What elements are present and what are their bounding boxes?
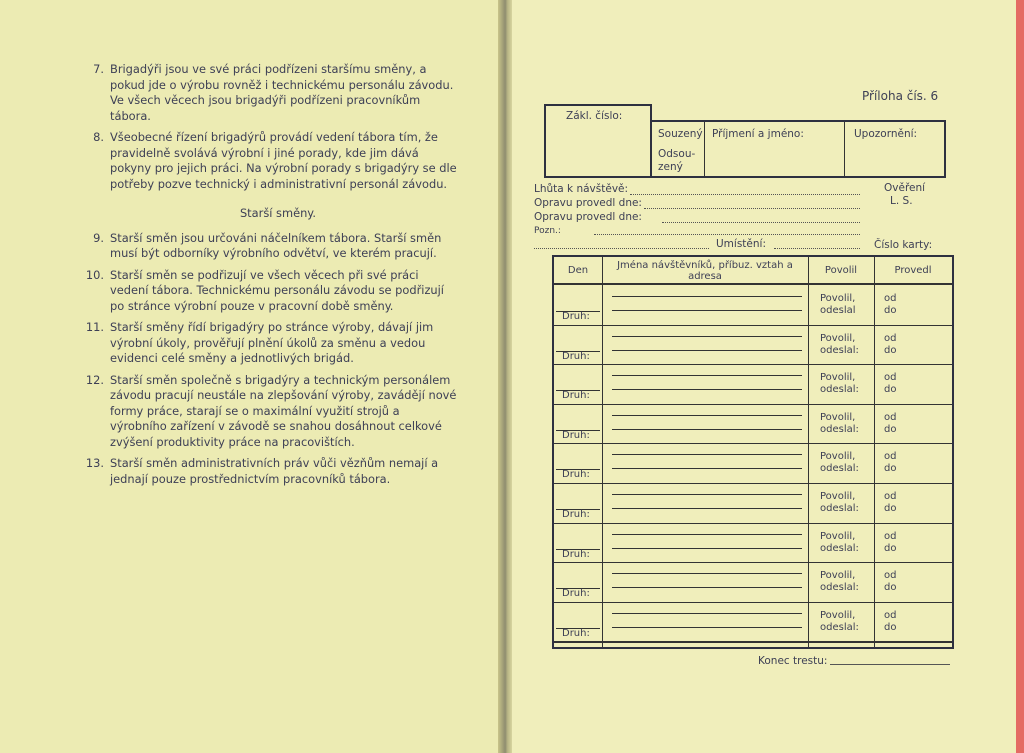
row-divider (554, 443, 952, 444)
col-provedl: Provedl (894, 265, 932, 276)
druh-label: Druh: (562, 588, 590, 600)
povolil-odeslal-label: Povolil, odeslal: (820, 570, 859, 594)
name-line (612, 468, 802, 469)
od-do-label: od do (884, 293, 897, 316)
list-item (78, 320, 458, 367)
dotted-line (630, 194, 860, 195)
overeni-label: Ověření (884, 182, 926, 194)
divider (844, 122, 845, 176)
od-do-label: od do (884, 530, 897, 554)
identity-box (650, 120, 946, 178)
dotted-line (662, 222, 860, 223)
rules-list (78, 62, 458, 493)
row-divider (554, 562, 952, 563)
opravu-label-1: Opravu provedl dne: (534, 197, 642, 209)
item-text: Brigadýři jsou ve své práci podřízeni staršímu směny, a pokud jde o výrobu rovněž i technickému personálu závodu. Ve všech věcech jsou brigadýři podřízeni pracovníkům tábora. (110, 62, 454, 123)
row-divider (554, 483, 952, 484)
row-divider (554, 602, 952, 603)
povolil-odeslal-label: Povolil, odeslal: (820, 372, 859, 396)
od-do-label: od do (884, 570, 897, 594)
item-number: 9. (93, 230, 104, 245)
item-number: 13. (85, 456, 104, 470)
column-divider (808, 257, 809, 647)
header-rule (554, 283, 952, 285)
povolil-odeslal-label: Povolil, odeslal (820, 293, 856, 316)
povolil-odeslal-label: Povolil, odeslal: (820, 530, 859, 554)
pozn-label: Pozn.: (534, 226, 561, 236)
name-line (612, 415, 802, 416)
name-line (612, 389, 802, 390)
od-do-label: od do (884, 451, 897, 475)
dotted-line (534, 248, 709, 249)
col-jmena: Jména návštěvníků, příbuz. vztah a adresa (617, 260, 793, 282)
druh-label: Druh: (562, 429, 590, 441)
prijmeni-label: Příjmení a jméno: (712, 128, 804, 140)
dotted-line (644, 208, 860, 209)
section-heading: Starší směny. (239, 206, 317, 220)
row-divider (554, 404, 952, 405)
item-text: Starší směn jsou určováni náčelníkem tábora. Starší směn musí být odborníky výrobního odvětví, ve kterém pracují. (110, 230, 442, 260)
od-do-label: od do (884, 609, 897, 633)
konec-label: Konec trestu: (758, 655, 828, 667)
dotted-line (774, 248, 860, 249)
visits-table (552, 255, 954, 649)
item-number: 8. (93, 130, 104, 144)
upozorneni-label: Upozornění: (854, 128, 918, 140)
name-line (612, 336, 802, 337)
name-line (612, 508, 802, 509)
col-povolil: Povolil (824, 265, 858, 276)
name-line (612, 587, 802, 588)
souzeny-label: Souzený (658, 128, 703, 140)
druh-label: Druh: (562, 350, 590, 362)
list-item (78, 130, 458, 192)
item-number: 12. (85, 372, 104, 387)
druh-label: Druh: (562, 509, 590, 520)
page-edge (1016, 0, 1024, 753)
povolil-odeslal-label: Povolil, odeslal: (820, 332, 859, 356)
row-divider (554, 641, 952, 643)
name-line (612, 613, 802, 614)
name-line (612, 534, 802, 535)
druh-label: Druh: (562, 311, 590, 322)
right-page (512, 0, 1024, 753)
povolil-odeslal-label: Povolil, odeslal: (820, 491, 859, 514)
name-line (612, 494, 802, 495)
zakl-cislo-label: Zákl. číslo: (566, 110, 623, 122)
druh-label: Druh: (562, 390, 590, 402)
list-item (78, 268, 458, 315)
od-do-label: od do (884, 411, 897, 435)
od-do-label: od do (884, 332, 897, 356)
item-number: 10. (85, 267, 104, 282)
povolil-odeslal-label: Povolil, odeslal: (820, 411, 859, 435)
row-divider (554, 523, 952, 524)
left-page (0, 0, 500, 753)
appendix-title: Příloha čís. 6 (862, 89, 939, 103)
row-divider (554, 325, 952, 326)
item-number: 7. (93, 62, 104, 76)
name-line (612, 454, 802, 455)
konec-line (830, 664, 950, 665)
list-item (78, 231, 458, 262)
col-den: Den (567, 265, 589, 276)
name-line (612, 429, 802, 430)
povolil-odeslal-label: Povolil, odeslal: (820, 451, 859, 475)
name-line (612, 573, 802, 574)
lhuta-label: Lhůta k návštěvě: (534, 183, 629, 195)
item-number: 11. (85, 320, 104, 334)
visit-card-form (512, 0, 1024, 753)
column-divider (602, 257, 603, 647)
list-item (78, 62, 458, 124)
umisteni-label: Umístění: (716, 238, 766, 250)
divider (704, 122, 705, 176)
povolil-odeslal-label: Povolil, odeslal: (820, 609, 859, 633)
item-text: Všeobecné řízení brigadýrů provádí vedení tábora tím, že pravidelně svolává výrobní i jiné porady, kde jim dává pokyny pro jejich práci. Na výrobní porady s brigadýry se dle potřeby pozve technický i administrativní personál závodu. (110, 130, 457, 191)
zakl-cislo-box (544, 104, 652, 178)
druh-label: Druh: (562, 469, 590, 481)
dotted-line (594, 234, 860, 235)
od-do-label: od do (884, 491, 897, 514)
druh-label: Druh: (562, 548, 590, 560)
list-item (78, 373, 458, 451)
cislo-karty-label: Číslo karty: (874, 239, 933, 251)
ls-label: L. S. (890, 195, 913, 207)
od-do-label: od do (884, 372, 897, 396)
item-text: Starší směn se podřizují ve všech věcech při své práci vedení tábora. Technickému personálu závodu se podřizují po stránce výrobní pouze v pracovní době směny. (110, 267, 444, 313)
druh-label: Druh: (562, 627, 590, 639)
column-divider (874, 257, 875, 647)
item-text: Starší směn společně s brigadýry a technickým personálem závodu pracují neustále na zlepšování výroby, zavádějí nové formy práce, starají se o maximální využití strojů a výrobního zařízení v závodě se snahou dosáhnout celkové zvýšení produktivity práce na pracovištích. (110, 372, 457, 449)
name-line (612, 296, 802, 297)
name-line (612, 310, 802, 311)
odsouzeny-label: Odsou- zený (658, 148, 696, 173)
item-text: Starší směny řídí brigadýry po stránce výroby, dávají jim výrobní úkoly, prověřují plnění úkolů za směnu a vedou evidenci celé směny a jednotlivých brigád. (110, 320, 434, 365)
item-text: Starší směn administrativních práv vůči vězňům nemají a jednají pouze prostřednictvím pracovníků tábora. (110, 456, 439, 486)
name-line (612, 627, 802, 628)
name-line (612, 548, 802, 549)
name-line (612, 375, 802, 376)
list-item (78, 456, 458, 487)
row-divider (554, 364, 952, 365)
name-line (612, 350, 802, 351)
opravu-label-2: Opravu provedl dne: (534, 211, 642, 223)
